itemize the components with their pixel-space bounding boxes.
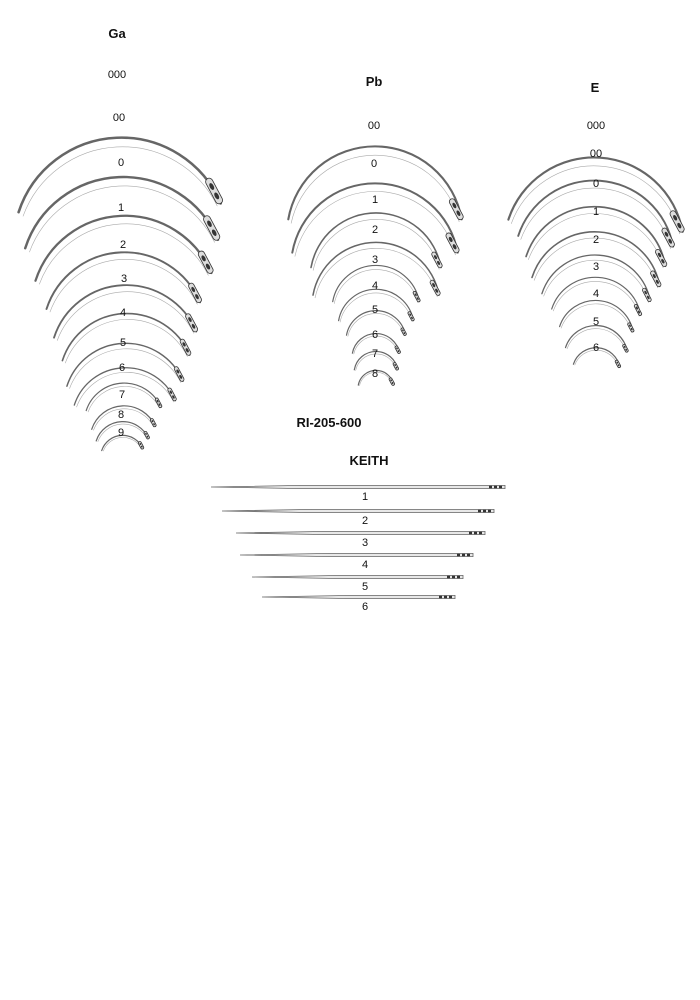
ga-needle-highlight-5 bbox=[65, 319, 187, 363]
ga-needle-eye-1 bbox=[202, 215, 221, 242]
catalog-code: RI-205-600 bbox=[296, 415, 362, 430]
keith-needle-2 bbox=[236, 531, 485, 534]
keith-straight-needles bbox=[211, 485, 505, 613]
e-size-label: 2 bbox=[592, 234, 600, 246]
ga-size-label: 0 bbox=[117, 157, 125, 169]
e-needle-0 bbox=[508, 157, 682, 231]
ga-needle-eye-0 bbox=[204, 177, 224, 205]
keith-needle-eye-5 bbox=[439, 596, 452, 598]
e-needle-eye-7 bbox=[622, 344, 629, 353]
e-curved-needles bbox=[508, 120, 685, 368]
e-needle-highlight-0 bbox=[511, 166, 680, 234]
pb-size-label: 4 bbox=[371, 280, 379, 292]
pb-size-label: 2 bbox=[371, 224, 379, 236]
e-size-label: 00 bbox=[589, 148, 603, 160]
ga-size-label: 8 bbox=[117, 409, 125, 421]
keith-size-label: 6 bbox=[361, 601, 369, 613]
keith-size-label: 2 bbox=[361, 515, 369, 527]
pb-size-label: 00 bbox=[367, 120, 381, 132]
ga-size-label: 7 bbox=[118, 389, 126, 401]
ga-size-label: 1 bbox=[117, 202, 125, 214]
keith-needle-eye-1 bbox=[478, 510, 491, 512]
keith-size-label: 3 bbox=[361, 537, 369, 549]
keith-title: KEITH bbox=[349, 453, 389, 468]
e-size-label: 4 bbox=[592, 288, 600, 300]
pb-needle-eye-9 bbox=[389, 377, 395, 385]
keith-needle-4 bbox=[252, 575, 463, 578]
ga-size-label: 4 bbox=[119, 307, 127, 319]
e-size-label: 0 bbox=[592, 178, 600, 190]
e-size-label: 3 bbox=[592, 261, 600, 273]
ga-size-label: 9 bbox=[117, 427, 125, 439]
keith-size-label: 1 bbox=[361, 491, 369, 503]
ga-needle-eye-10 bbox=[144, 431, 150, 439]
pb-size-label: 0 bbox=[370, 158, 378, 170]
pb-size-label: 5 bbox=[371, 304, 379, 316]
pb-size-label: 8 bbox=[371, 368, 379, 380]
keith-needle-5 bbox=[262, 595, 455, 598]
ga-needle-eye-11 bbox=[138, 441, 144, 449]
keith-needle-eye-2 bbox=[469, 532, 482, 534]
pb-size-label: 1 bbox=[371, 194, 379, 206]
ga-size-label: 2 bbox=[119, 239, 127, 251]
keith-needle-eye-3 bbox=[457, 554, 470, 556]
ga-size-label: 3 bbox=[120, 273, 128, 285]
ga-size-label: 5 bbox=[119, 337, 127, 349]
pb-needle-eye-6 bbox=[400, 327, 406, 335]
ga-size-label: 6 bbox=[118, 362, 126, 374]
pb-needle-eye-4 bbox=[413, 291, 421, 302]
keith-size-label: 4 bbox=[361, 559, 369, 571]
e-size-label: 1 bbox=[592, 206, 600, 218]
pb-size-label: 7 bbox=[371, 348, 379, 360]
e-needle-eye-8 bbox=[615, 360, 621, 368]
keith-needle-eye-0 bbox=[489, 486, 502, 488]
keith-size-label: 5 bbox=[361, 581, 369, 593]
pb-needle-eye-7 bbox=[395, 345, 401, 353]
ga-title: Ga bbox=[108, 26, 126, 41]
e-size-label: 6 bbox=[592, 342, 600, 354]
ga-size-label: 00 bbox=[112, 112, 126, 124]
e-size-label: 000 bbox=[586, 120, 606, 132]
pb-title: Pb bbox=[365, 74, 383, 89]
e-size-label: 5 bbox=[592, 316, 600, 328]
keith-needle-3 bbox=[240, 553, 473, 556]
pb-curved-needles bbox=[288, 120, 464, 386]
pb-size-label: 3 bbox=[371, 254, 379, 266]
pb-size-label: 6 bbox=[371, 329, 379, 341]
e-title: E bbox=[590, 80, 600, 95]
pb-needle-eye-5 bbox=[407, 311, 414, 321]
ga-needle-eye-4 bbox=[185, 313, 199, 333]
pb-needle-eye-8 bbox=[393, 362, 399, 370]
ga-curved-needles bbox=[19, 69, 224, 451]
e-needle-eye-6 bbox=[627, 322, 634, 332]
keith-needle-eye-4 bbox=[447, 576, 460, 578]
ga-needle-eye-8 bbox=[155, 398, 163, 409]
keith-needle-1 bbox=[222, 509, 494, 512]
keith-needle-0 bbox=[211, 485, 505, 488]
ga-size-label: 000 bbox=[107, 69, 127, 81]
